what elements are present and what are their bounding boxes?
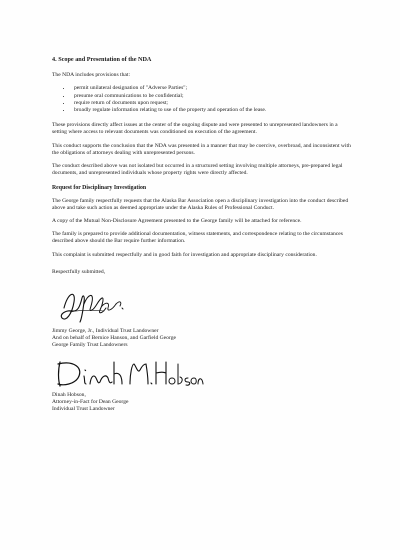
signatory-1-name: Jimmy George, Jr., Individual Trust Landowner: [52, 328, 159, 335]
signatory-2-line: Attorney-in-Fact for Dean George: [52, 398, 129, 405]
list-item: • permit unilateral designation of "Adverse Parties";: [72, 85, 352, 92]
signatory-2-line: Individual Trust Landowner: [52, 406, 115, 413]
signatory-1-line: George Family Trust Landowners: [52, 342, 128, 349]
closing-line: Respectfully submitted,: [52, 268, 106, 275]
provisions-list: [52, 85, 352, 114]
signatory-2-block: [52, 392, 352, 414]
signatory-1-block: [52, 328, 352, 350]
section-paragraph: This conduct supports the conclusion that the NDA was presented in a manner that may be coercive, overbroad, and inconsistent with the obligations of attorneys dealing with unrepresented persons.: [52, 142, 351, 156]
signatory-1-line: And on behalf of Bernice Hanson, and Garfield George: [52, 335, 177, 342]
list-item: • broadly regulate information relating to use of the property and operation of the lease.: [72, 107, 352, 114]
section-heading: 4. Scope and Presentation of the NDA: [52, 56, 152, 63]
handwritten-signature-dinah-hobson: [54, 356, 204, 390]
request-paragraph: The George family respectfully requests that the Alaska Bar Association open a disciplinary investigation into the conduct described above and take such action as deemed appropriate under the Alaska Rules of Professional Conduct.: [52, 197, 349, 211]
request-paragraph: A copy of the Mutual Non-Disclosure Agreement presented to the George family will be attached for reference.: [52, 218, 302, 225]
document-body: [52, 56, 352, 417]
request-heading: Request for Disciplinary Investigation: [52, 185, 147, 192]
list-item: • presume oral communications to be confidential;: [72, 93, 352, 100]
request-paragraph: The family is prepared to provide additional documentation, witness statements, and correspondence relating to the circumstances described above should the Bar require further information.: [52, 231, 343, 245]
request-paragraph: This complaint is submitted respectfully and in good faith for investigation and appropriate disciplinary consideration.: [52, 251, 317, 258]
handwritten-signature-jimmy-george: [58, 284, 132, 326]
section-paragraph: These provisions directly affect issues at the center of the ongoing dispute and were presented to unrepresented landowners in a setting where access to relevant documents was conditioned on execution of the agreement.: [52, 122, 338, 136]
section-paragraph: The conduct described above was not isolated but occurred in a structured setting involving multiple attorneys, pre-prepared legal documents, and unrepresented individuals whose property rights were directly affected.: [52, 163, 343, 177]
list-item: • require return of documents upon request;: [72, 100, 352, 107]
section-intro: The NDA includes provisions that:: [52, 72, 130, 79]
signatory-2-name: Dinah Hobson,: [52, 391, 86, 398]
